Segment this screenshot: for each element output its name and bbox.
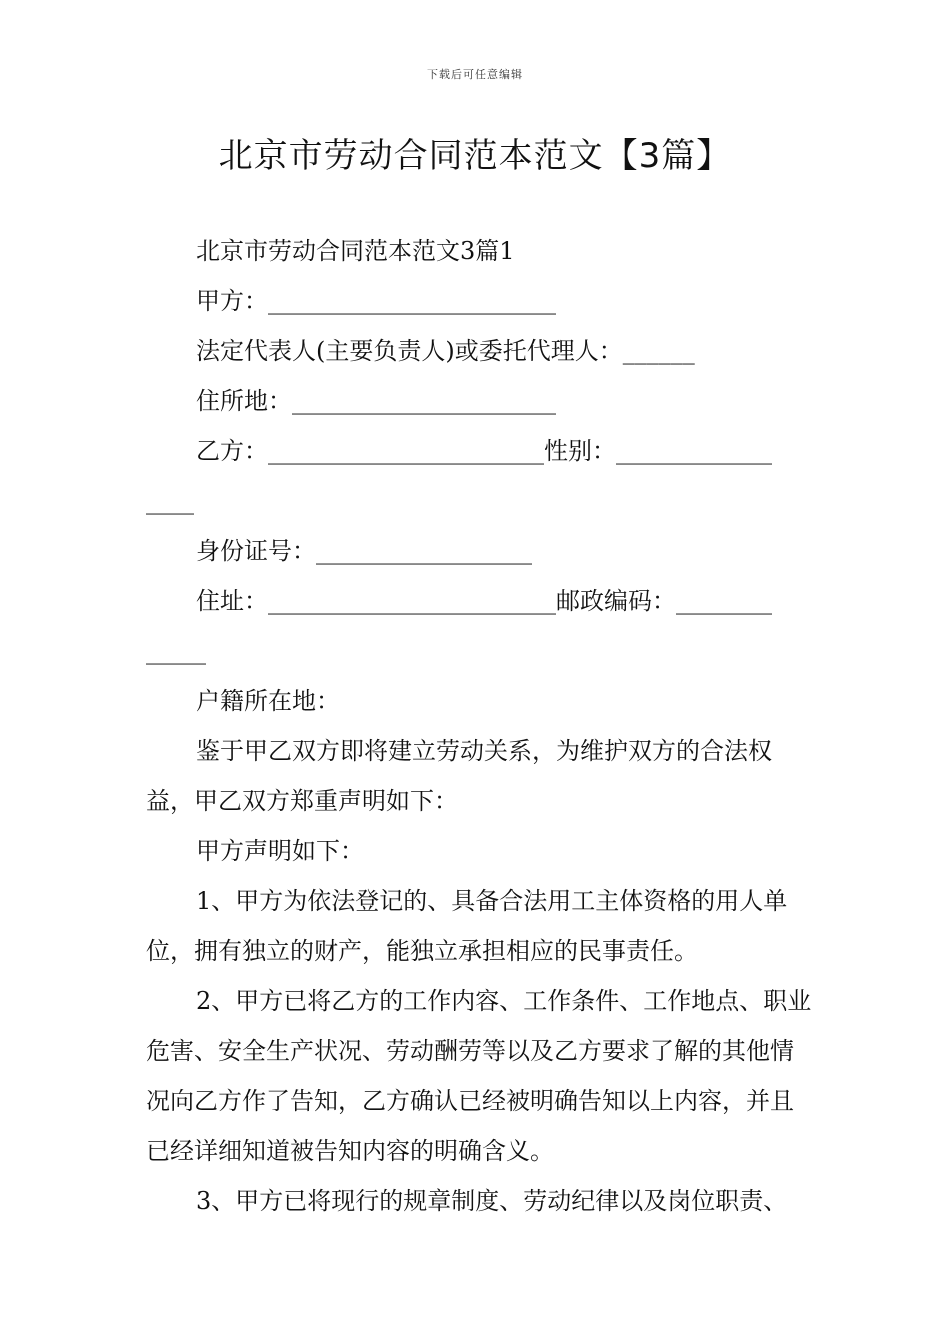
id-number-field: 身份证号：__________________ — [196, 537, 532, 565]
document-body — [146, 226, 816, 1226]
declaration-item-1: 1、甲方为依法登记的、具备合法用工主体资格的用人单位，拥有独立的财产，能独立承担相应的民事责任。 — [146, 887, 788, 965]
document-title: 北京市劳动合同范本范文【3篇】 — [218, 136, 732, 176]
intro-paragraph: 鉴于甲乙双方即将建立劳动关系，为维护双方的合法权益，甲乙双方郑重声明如下： — [146, 737, 772, 815]
section-heading: 北京市劳动合同范本范文3篇1 — [196, 237, 515, 265]
declaration-item-3: 3、甲方已将现行的规章制度、劳动纪律以及岗位职责、 — [196, 1187, 788, 1215]
legal-representative-field: 法定代表人(主要负责人)或委托代理人：______ — [196, 337, 695, 365]
household-registration-field: 户籍所在地： — [196, 687, 340, 715]
header-note: 下载后可任意编辑 — [427, 68, 523, 81]
party-b-gender-field: 乙方：_______________________性别：_____________ — [196, 437, 772, 465]
party-b-gender-field-continued: ____ — [146, 487, 194, 515]
party-a-field: 甲方：________________________ — [196, 287, 556, 315]
party-b-address-postcode-field: 住址：________________________邮政编码：________ — [196, 587, 772, 615]
postcode-field-continued: _____ — [146, 637, 206, 665]
declaration-item-2: 2、甲方已将乙方的工作内容、工作条件、工作地点、职业危害、安全生产状况、劳动酬劳等以及乙方要求了解的其他情况向乙方作了告知，乙方确认已经被明确告知以上内容，并且已经详细知道被告知内容的明确含义。 — [146, 987, 812, 1165]
party-a-declaration-heading: 甲方声明如下： — [196, 837, 364, 865]
party-a-address-field: 住所地：______________________ — [196, 387, 556, 415]
